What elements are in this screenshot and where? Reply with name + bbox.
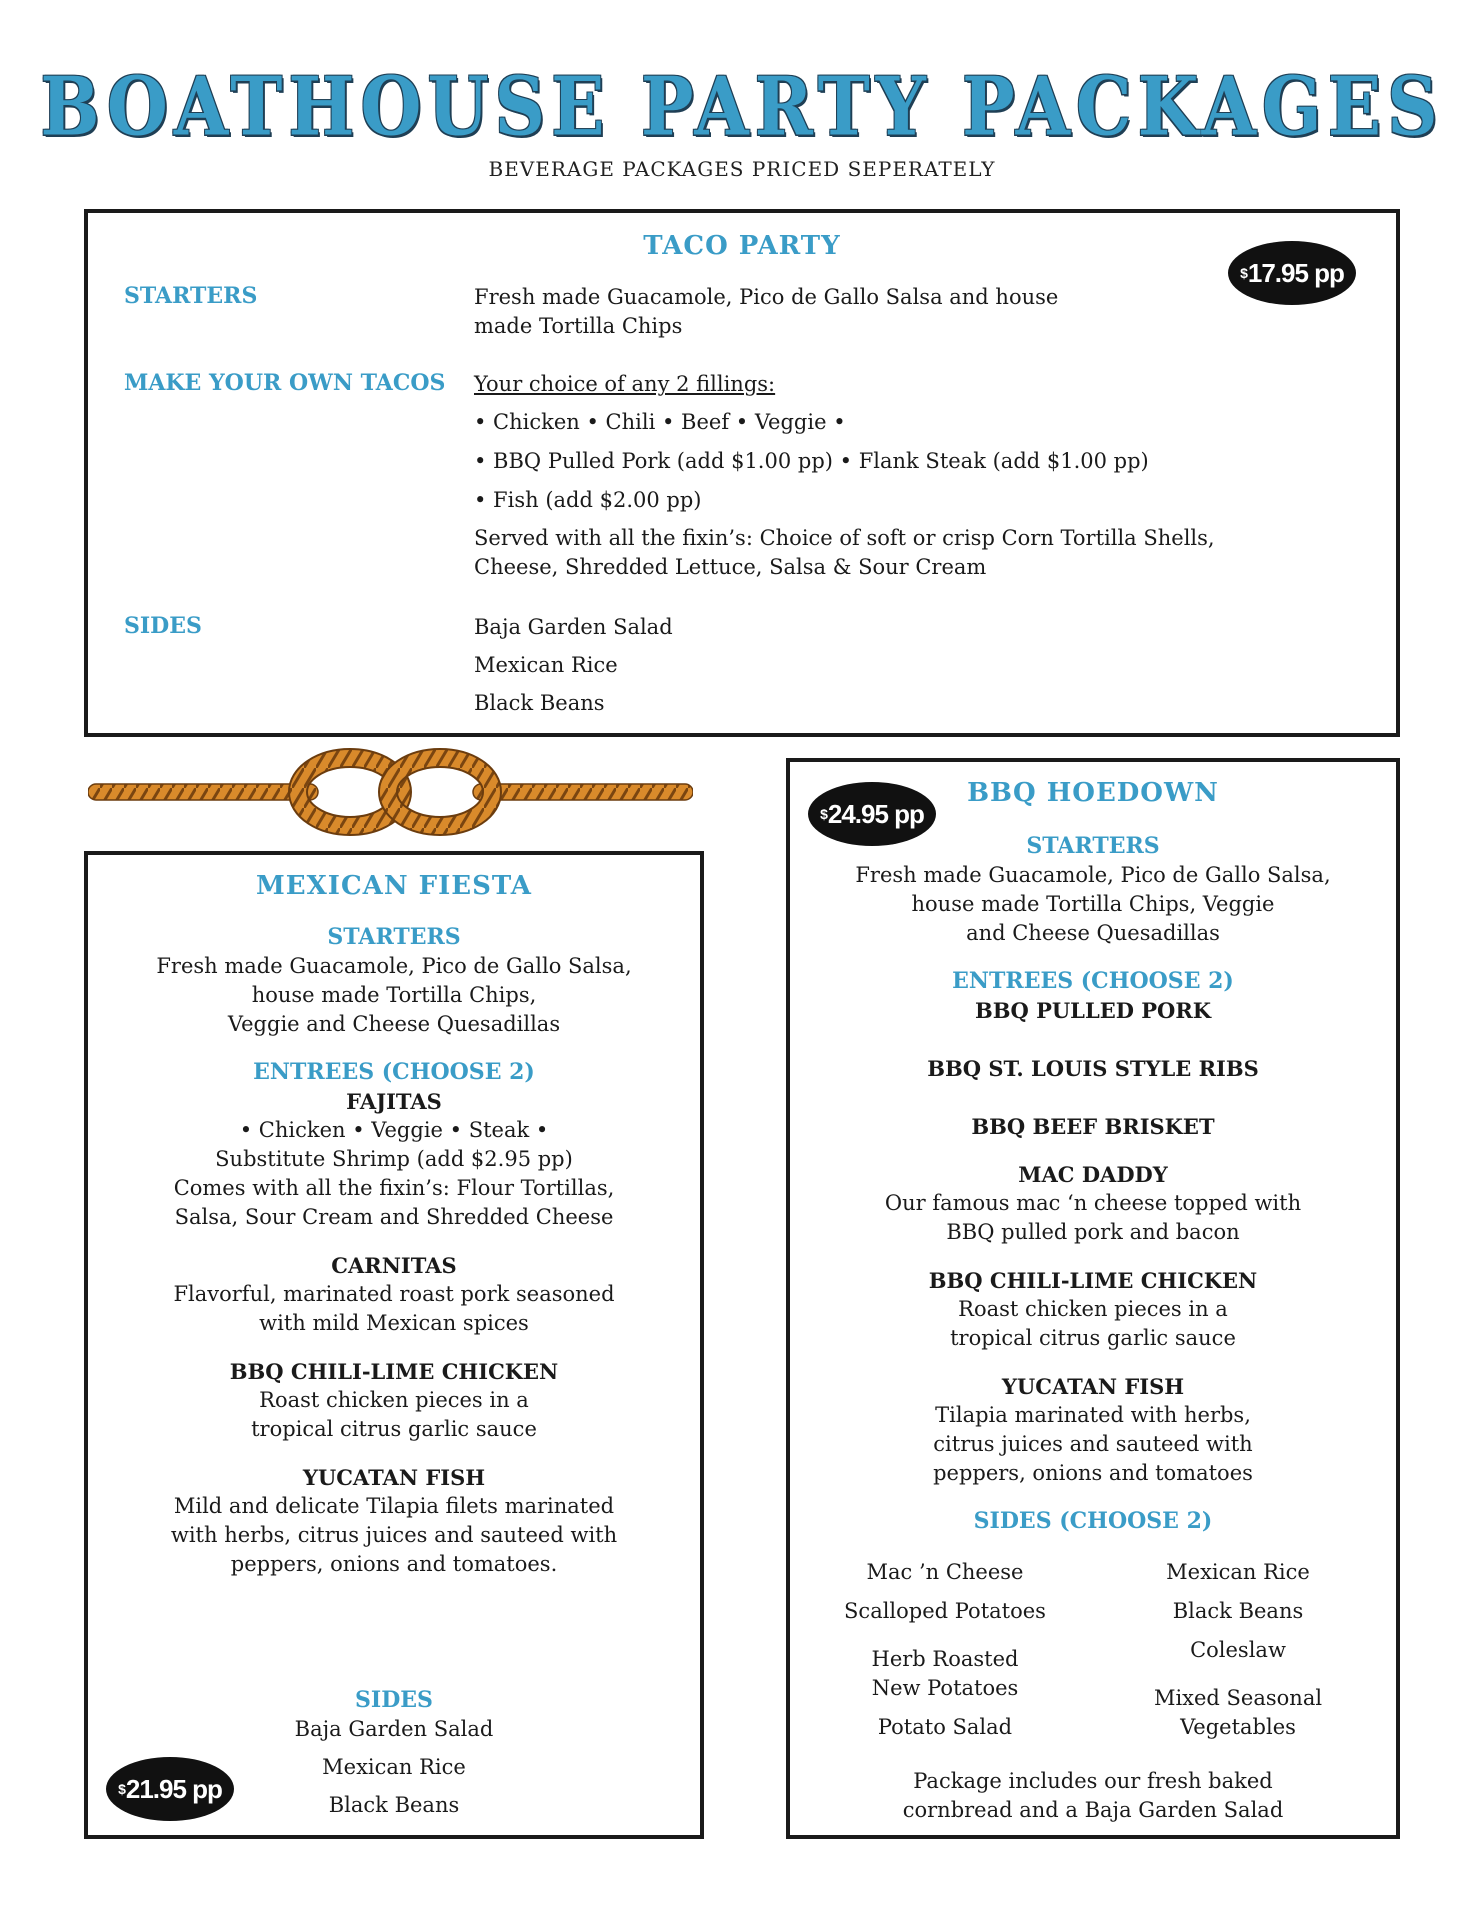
bbq-ribs: BBQ ST. LOUIS STYLE RIBS — [927, 1056, 1259, 1081]
bbq-side-item: Mexican Rice — [1166, 1560, 1310, 1584]
fiesta-fish: YUCATAN FISH — [302, 1465, 486, 1490]
taco-price-currency: $ — [1240, 265, 1247, 281]
fiesta-sides-label: SIDES — [355, 1687, 433, 1713]
bbq-sides-right — [1096, 1558, 1380, 1742]
fiesta-carnitas-line: with mild Mexican spices — [259, 1311, 529, 1335]
bbq-price-currency: $ — [820, 806, 827, 822]
page-title: BOATHOUSE PARTY PACKAGES — [40, 58, 1444, 155]
bbq-mac: MAC DADDY — [1018, 1162, 1168, 1187]
taco-choice: Your choice of any 2 fillings: — [474, 372, 776, 396]
fiesta-content — [88, 923, 700, 1579]
bbq-fish: YUCATAN FISH — [1001, 1374, 1185, 1399]
bbq-side-item: New Potatoes — [871, 1676, 1019, 1700]
bbq-starters-label: STARTERS — [1026, 833, 1160, 859]
taco-side-item: Black Beans — [474, 691, 605, 715]
bbq-fish-line: Tilapia marinated with herbs, — [935, 1403, 1251, 1427]
mexican-fiesta-box — [84, 851, 704, 1839]
bbq-footer — [790, 1767, 1396, 1825]
fiesta-chicken-line: Roast chicken pieces in a — [259, 1388, 529, 1412]
taco-sides-label: SIDES — [124, 613, 202, 639]
fiesta-title: MEXICAN FIESTA — [256, 871, 532, 901]
fiesta-starter-line: Veggie and Cheese Quesadillas — [227, 1012, 561, 1036]
taco-starters-line: Fresh made Guacamole, Pico de Gallo Salsa and house — [474, 285, 1059, 309]
fiesta-side-item: Black Beans — [328, 1793, 460, 1817]
taco-fillings-line: • Chicken • Chili • Beef • Veggie • — [474, 410, 846, 434]
bbq-chicken-line: Roast chicken pieces in a — [958, 1297, 1228, 1321]
fiesta-price-badge — [106, 1757, 234, 1821]
taco-served: Cheese, Shredded Lettuce, Salsa & Sour Cream — [474, 555, 987, 579]
bbq-title: BBQ HOEDOWN — [967, 778, 1219, 808]
bbq-sides-label: SIDES (CHOOSE 2) — [973, 1508, 1213, 1534]
fiesta-chicken-line: tropical citrus garlic sauce — [251, 1417, 537, 1441]
fiesta-fish-line: with herbs, citrus juices and sauteed with — [170, 1523, 618, 1547]
fiesta-side-item: Baja Garden Salad — [294, 1717, 494, 1741]
bbq-footer-line: cornbread and a Baja Garden Salad — [902, 1798, 1284, 1822]
taco-side-item: Baja Garden Salad — [474, 615, 673, 639]
page-subtitle: BEVERAGE PACKAGES PRICED SEPERATELY — [488, 157, 996, 181]
taco-starters-line: made Tortilla Chips — [474, 314, 683, 338]
fiesta-starters-label: STARTERS — [327, 924, 461, 950]
bbq-fish-line: citrus juices and sauteed with — [933, 1432, 1253, 1456]
bbq-content — [790, 832, 1396, 1536]
taco-fillings-line: • BBQ Pulled Pork (add $1.00 pp) • Flank Steak (add $1.00 pp) — [474, 449, 1149, 473]
fiesta-starter-line: Fresh made Guacamole, Pico de Gallo Salsa, — [156, 954, 632, 978]
bbq-side-item: Scalloped Potatoes — [844, 1599, 1046, 1623]
bbq-chicken-line: tropical citrus garlic sauce — [950, 1326, 1236, 1350]
fiesta-fajitas-line: Substitute Shrimp (add $2.95 pp) — [215, 1147, 573, 1171]
bbq-pulled: BBQ PULLED PORK — [974, 998, 1212, 1023]
bbq-side-item: Coleslaw — [1190, 1638, 1286, 1662]
fiesta-fajitas-line: • Chicken • Veggie • Steak • — [239, 1118, 549, 1142]
fiesta-fish-line: Mild and delicate Tilapia filets marinated — [173, 1494, 615, 1518]
taco-fillings — [474, 370, 1215, 582]
bbq-starter-line: and Cheese Quesadillas — [966, 921, 1220, 945]
fiesta-fish-line: peppers, onions and tomatoes. — [230, 1552, 558, 1576]
taco-served: Served with all the fixin’s: Choice of soft or crisp Corn Tortilla Shells, — [474, 526, 1215, 550]
fiesta-price: 21.95 pp — [125, 1773, 222, 1804]
fiesta-chicken: BBQ CHILI-LIME CHICKEN — [229, 1359, 559, 1384]
taco-fillings-line: • Fish (add $2.00 pp) — [474, 488, 702, 512]
fiesta-carnitas: CARNITAS — [331, 1253, 457, 1278]
taco-side-item: Mexican Rice — [474, 653, 618, 677]
bbq-entrees-label: ENTREES (CHOOSE 2) — [952, 968, 1234, 994]
fiesta-fajitas-line: Salsa, Sour Cream and Shredded Cheese — [174, 1205, 614, 1229]
taco-starters-label: STARTERS — [124, 283, 258, 309]
taco-sides — [474, 613, 673, 718]
taco-make-label: MAKE YOUR OWN TACOS — [124, 370, 446, 396]
bbq-chicken: BBQ CHILI-LIME CHICKEN — [928, 1268, 1258, 1293]
bbq-side-item: Mac ’n Cheese — [866, 1560, 1024, 1584]
bbq-starter-line: Fresh made Guacamole, Pico de Gallo Salsa, — [855, 863, 1331, 887]
taco-party-box — [84, 209, 1400, 737]
fiesta-price-currency: $ — [118, 1781, 125, 1797]
bbq-mac-line: BBQ pulled pork and bacon — [946, 1220, 1240, 1244]
bbq-sides-left — [810, 1558, 1080, 1742]
fiesta-entrees-label: ENTREES (CHOOSE 2) — [253, 1059, 535, 1085]
bbq-mac-line: Our famous mac ‘n cheese topped with — [884, 1191, 1302, 1215]
bbq-side-item: Potato Salad — [877, 1715, 1013, 1739]
bbq-hoedown-box — [786, 758, 1400, 1839]
bbq-brisket: BBQ BEEF BRISKET — [971, 1114, 1215, 1139]
bbq-price: 24.95 pp — [827, 798, 924, 829]
taco-price-badge — [1228, 241, 1356, 305]
bbq-starter-line: house made Tortilla Chips, Veggie — [911, 892, 1275, 916]
fiesta-carnitas-line: Flavorful, marinated roast pork seasoned — [173, 1282, 615, 1306]
fiesta-fajitas: FAJITAS — [346, 1089, 442, 1114]
taco-party-title: TACO PARTY — [643, 231, 841, 261]
bbq-side-item: Black Beans — [1172, 1599, 1304, 1623]
fiesta-fajitas-line: Comes with all the fixin’s: Flour Tortillas, — [173, 1176, 615, 1200]
taco-price: 17.95 pp — [1247, 257, 1344, 288]
bbq-side-item: Vegetables — [1180, 1715, 1296, 1739]
taco-starters — [474, 283, 1058, 341]
bbq-side-item: Herb Roasted — [871, 1647, 1019, 1671]
bbq-fish-line: peppers, onions and tomatoes — [933, 1461, 1253, 1485]
bbq-footer-line: Package includes our fresh baked — [913, 1769, 1273, 1793]
rope-knot-icon — [88, 748, 693, 838]
fiesta-side-item: Mexican Rice — [322, 1755, 466, 1779]
bbq-side-item: Mixed Seasonal — [1153, 1686, 1323, 1710]
fiesta-starter-line: house made Tortilla Chips, — [251, 983, 537, 1007]
